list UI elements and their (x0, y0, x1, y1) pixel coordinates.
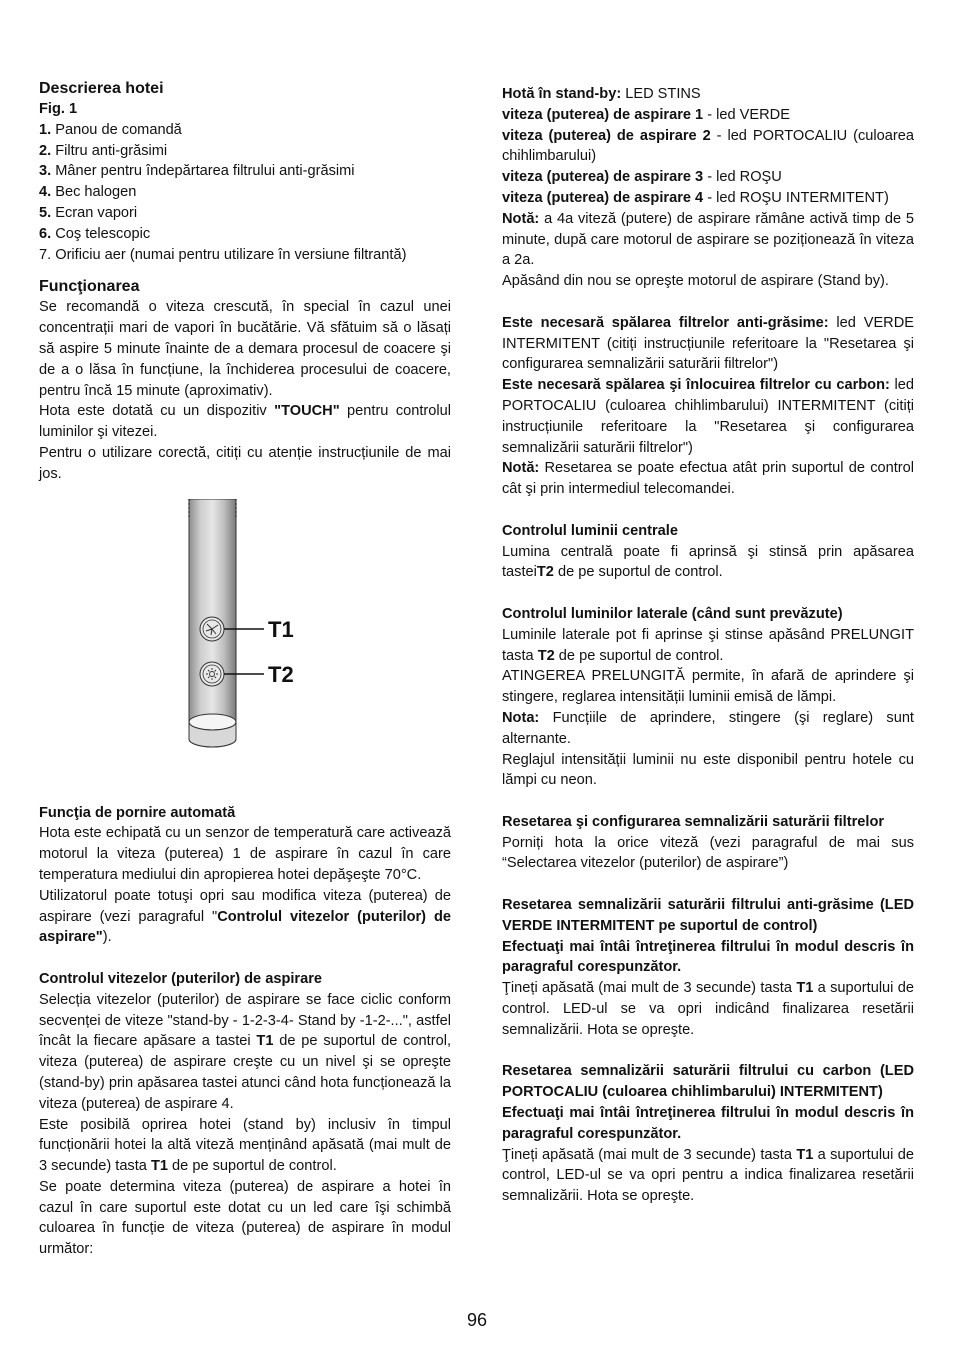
list-item: 6. Coş telescopic (39, 225, 151, 242)
note-1: Notă: a 4a viteză (putere) de aspirare rămâne activă timp de 5 minute, după care motorul de aspirare se poziționează în viteza a 2a. (502, 210, 914, 269)
note-3: Nota: Funcțiile de aprindere, stingere (şi reglare) sunt alternante. (502, 709, 914, 747)
reset-title: Resetarea şi configurarea semnalizării saturării filtrelor (502, 813, 885, 830)
parts-list (39, 120, 451, 266)
reset-anti-paragraph: Ţineți apăsată (mai mult de 3 secunde) tasta T1 a suportului de control. LED-ul se va opri indicând finalizarea resetării semnalizării. Hota se opreşte. (502, 980, 914, 1038)
descriere-title: Descrierea hotei (39, 80, 164, 97)
speed-3-line: viteza (puterea) de aspirare 3 - led ROŞU (502, 169, 782, 186)
laterale-title: Controlul luminilor laterale (când sunt prevăzute) (502, 605, 843, 622)
right-column (502, 84, 914, 1207)
laterale-paragraph-1: Luminile laterale pot fi aprinse şi stinse apăsând PRELUNGIT tasta T2 de pe suportul de control. (502, 626, 914, 664)
reset-paragraph: Porniți hota la orice viteză (vezi paragraful de mai sus “Selectarea vitezelor (puterilor) de aspirare”) (502, 834, 914, 872)
viteze-paragraph-2: Este posibilă oprirea hotei (stand by) inclusiv în timpul funcționării hotei la altă viteză menținând apăsată (mai mult de 3 secunde) tasta T1 de pe suportul de control. (39, 1116, 451, 1175)
list-item: 2. Filtru anti-grăsimi (39, 142, 168, 159)
list-item: 7. Orificiu aer (numai pentru utilizare în versiune filtrantă) (39, 246, 407, 263)
list-item: 4. Bec halogen (39, 184, 137, 201)
functionare-paragraph-1: Se recomandă o viteza crescută, în special în cazul unei concentrații mari de vapori în bucătărie. Vă sfătuim să o lăsați să aspire 5 minute înainte de a demara procesul de coacere şi de a o lăsa în funcțiune, la închiderea procesului de coacere, pentru încă 15 minute (aproximativ). (39, 299, 451, 399)
centrala-title: Controlul luminii centrale (502, 522, 678, 539)
functionare-paragraph-3: Pentru o utilizare corectă, citiți cu atenție instrucțiunile de mai jos. (39, 444, 451, 482)
reglaj-paragraph: Reglajul intensității luminii nu este disponibil pentru hotele cu lămpi cu neon. (502, 751, 914, 789)
list-item: 3. Mâner pentru îndepărtarea filtrului anti-grăsimi (39, 163, 355, 180)
list-item: 5. Ecran vapori (39, 204, 138, 221)
reset-carbon-paragraph: Ţineți apăsată (mai mult de 3 secunde) tasta T1 a suportului de control, LED-ul se va opri pentru a indica finalizarea resetării semnalizării. Hota se opreşte. (502, 1146, 914, 1205)
speed-4-line: viteza (puterea) de aspirare 4 - led ROŞU INTERMITENT) (502, 189, 889, 206)
pornire-title: Funcţia de pornire automată (39, 804, 236, 821)
reset-anti-title: Resetarea semnalizării saturării filtrului anti-grăsime (LED VERDE INTERMITENT pe suportul de control) (502, 897, 914, 934)
spalare-paragraph: Este necesară spălarea filtrelor anti-grăsime: led VERDE INTERMITENT (citiți instrucțiunile referitoare la "Resetarea şi configurarea semnalizării saturării filtrelor") (502, 314, 914, 373)
viteze-title: Controlul vitezelor (puterilor) de aspirare (39, 970, 323, 987)
control-panel-illustration (39, 499, 451, 789)
reset-carbon-title: Resetarea semnalizării saturării filtrului cu carbon (LED PORTOCALIU (culoarea chihlimbarului) INTERMITENT) (502, 1063, 914, 1101)
page-number: 96 (466, 1310, 488, 1330)
control-panel-figure (39, 499, 451, 789)
speed-1-line: viteza (puterea) de aspirare 1 - led VERDE (502, 106, 790, 123)
viteze-paragraph-3: Se poate determina viteza (puterea) de aspirare a hotei în cazul în care suportul este dotat cu un led care îşi schimbă culoarea în funcție de viteza (puterea) de aspirare în modul următor: (39, 1178, 451, 1258)
standby-line: Hotă în stand-by: LED STINS (502, 86, 701, 102)
pornire-paragraph-2: Utilizatorul poate totuşi opri sau modifica viteza (puterea) de aspirare (vezi paragraful "Controlul vitezelor (puterilor) de aspirare"). (39, 887, 451, 946)
viteze-paragraph-1: Selecția vitezelor (puterilor) de aspirare se face ciclic conform secvenței de viteze "stand-by - 1-2-3-4- Stand by -1-2-...", astfel încât la fiecare apăsare a tastei T1 de pe suportul de control, viteza (puterea) de aspirare creşte cu un nivel şi se opreşte (stand-by) prin apăsarea tastei atunci când hota funcționează la viteza (puterea) de aspirare 4. (39, 991, 451, 1112)
list-item: 1. Panou de comandă (39, 121, 182, 138)
centrala-paragraph: Lumina centrală poate fi aprinsă şi stinsă prin apăsarea tasteiT2 de pe suportul de control. (502, 543, 914, 581)
speed-2-line: viteza (puterea) de aspirare 2 - led PORTOCALIU (culoarea chihlimbarului) (502, 127, 914, 165)
light-icon[interactable] (200, 662, 224, 686)
carbon-paragraph: Este necesară spălarea şi înlocuirea filtrelor cu carbon: led PORTOCALIU (culoarea chihlimbarului) INTERMITENT (citiți instrucțiunile referitoare la "Resetarea şi configurarea semnalizării saturării filtrelor") (502, 377, 915, 456)
functionare-paragraph-2: Hota este dotată cu un dispozitiv "TOUCH" pentru controlul luminilor şi vitezei. (39, 403, 451, 441)
apasand-line: Apăsând din nou se opreşte motorul de aspirare (Stand by). (502, 273, 889, 290)
fan-icon[interactable] (200, 617, 224, 641)
functionare-title: Funcţionarea (39, 278, 140, 296)
t2-label: T2 (268, 661, 294, 687)
reset-carbon-bold: Efectuaţi mai întâi întreţinerea filtrului în modul descris în paragraful corespunzător. (502, 1105, 914, 1142)
laterale-paragraph-2: ATINGEREA PRELUNGITĂ permite, în afară de aprindere şi stingere, reglarea intensității luminii emisă de lămpi. (502, 668, 914, 706)
pornire-paragraph-1: Hota este echipată cu un senzor de temperatură care activează motorul la viteza (puterea) 1 de aspirare în cazul în care temperatura mediului din apropierea hotei depăşeşte 70°C. (39, 825, 451, 883)
note-2: Notă: Resetarea se poate efectua atât prin suportul de control cât şi prin intermediul telecomandei. (502, 460, 914, 498)
fig-label: Fig. 1 (39, 101, 78, 117)
reset-anti-bold: Efectuaţi mai întâi întreţinerea filtrului în modul descris în paragraful corespunzător. (502, 938, 914, 976)
left-column (39, 76, 451, 1260)
t1-label: T1 (268, 616, 294, 642)
